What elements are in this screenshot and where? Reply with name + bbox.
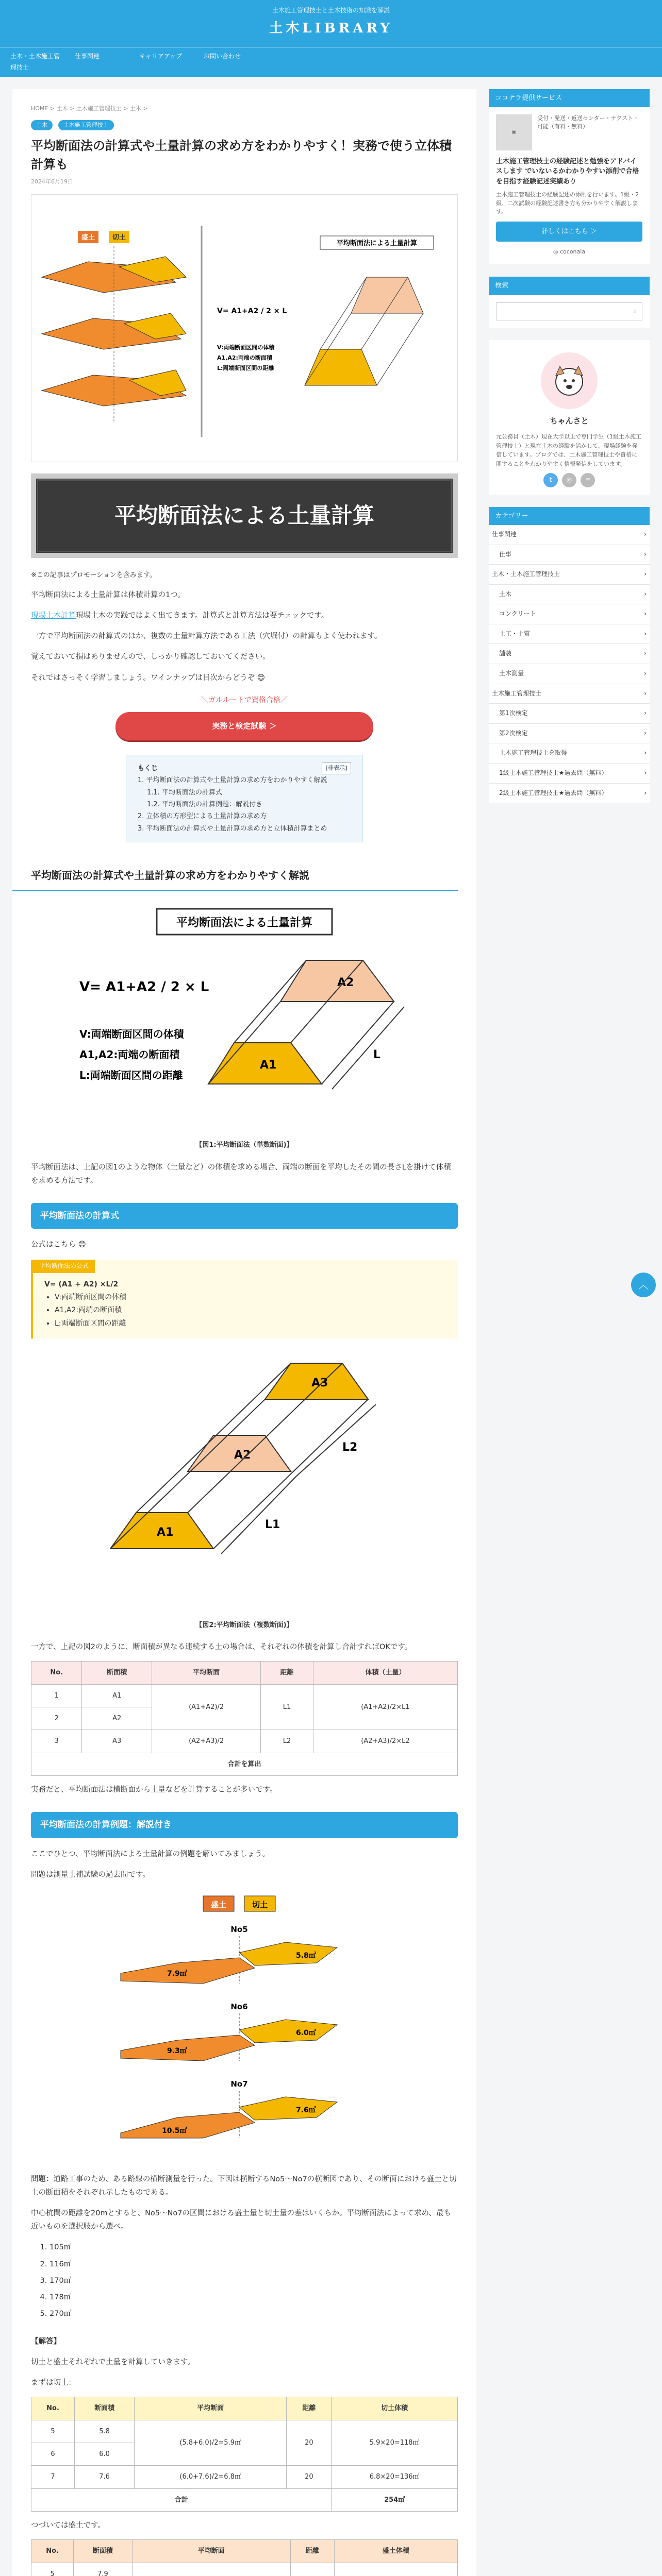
category-item[interactable]: 土木・土木施工管理技士 › xyxy=(489,565,650,585)
label-l2: L2 xyxy=(342,1440,358,1454)
category-item[interactable]: 土木施工管理技士を取得 › xyxy=(489,743,650,764)
figure-caption: 【図1:平均断面法（単数断面)】 xyxy=(195,1141,293,1149)
problem-text: 問題：道路工事のため、ある路線の横断測量を行った。下図は横断するNo5〜No7の横断図であり、その断面における盛土と切土の断面積をそれぞれ示したものである。 xyxy=(31,2175,457,2197)
profile-widget xyxy=(489,340,650,494)
toc-toggle-button[interactable]: [非表示] xyxy=(322,762,351,774)
twitter-icon[interactable]: t xyxy=(543,473,558,487)
toc-item[interactable]: 2. 立体積の方形型による土量計算の求め方 xyxy=(138,812,267,821)
choice-item: 4. 178㎥ xyxy=(49,2291,458,2304)
sidebar xyxy=(489,89,650,2576)
station-label: No7 xyxy=(230,2079,248,2089)
category-tags xyxy=(31,117,458,131)
answer-heading: 【解答】 xyxy=(31,2337,61,2346)
intro-text: 現場土木計算現場土木の実践ではよく出てきます。計算式と計算方法は要チェックです。 xyxy=(31,612,329,620)
ad-thumbnail[interactable]: ▣ xyxy=(496,114,532,150)
toc-item[interactable]: 1.1. 平均断面法の計算式 xyxy=(147,788,222,796)
label-l1: L1 xyxy=(265,1518,280,1531)
label-a3: A3 xyxy=(311,1376,328,1389)
article xyxy=(12,89,476,2576)
intro-text: 一方で平均断面法の計算式のほか、複数の土量計算方法である工法（穴堀付）の計算もよく使われます。 xyxy=(31,632,382,641)
eyecatch-image xyxy=(31,194,458,462)
global-nav xyxy=(0,47,662,76)
memo-item: • L:両端断面区間の距離 xyxy=(55,1317,446,1330)
chevron-right-icon: › xyxy=(644,709,647,717)
chevron-right-icon: › xyxy=(644,530,647,538)
category-item[interactable]: 土木測量 › xyxy=(489,664,650,684)
category-item[interactable]: 仕事 › xyxy=(489,545,650,565)
ad-description: 土木施工管理技士の経験記述の添削を行います。1級・2級、二次試験の経験記述書き方も分かりやすく解説します。 xyxy=(496,191,639,215)
body-text: 一方で、上記の図2のように、断面積が異なる連続する土の場合は、それぞれの体積を計算し合計すればOKです。 xyxy=(31,1643,412,1652)
chevron-right-icon: › xyxy=(644,550,647,558)
nav-item-work[interactable]: 仕事関連 xyxy=(75,53,100,60)
body-text: 問題は測量士補試験の過去問です。 xyxy=(31,1870,150,1879)
figure-2 xyxy=(31,1348,458,1610)
chevron-right-icon: › xyxy=(644,570,647,578)
cut-volume-table: No. 断面積 平均断面 距離 切土体積 5 5.8 (5.8+6.0)/2=5.9㎡ 20 5.9×20=118㎥ 6 6.0 7 7.6 (6.0+7.6)/2=6.8㎡ 20 6.8×20=136㎥ 合計 254㎥ xyxy=(31,2397,458,2512)
single-section-diagram xyxy=(64,904,425,1125)
label-a2: A2 xyxy=(337,976,354,990)
cut-area: 7.6㎡ xyxy=(296,2106,316,2115)
nav-item-career[interactable]: キャリアアップ xyxy=(139,53,183,60)
chevron-right-icon: › xyxy=(644,650,647,657)
section-heading: 平均断面法の計算式や土量計算の求め方をわかりやすく解説 xyxy=(31,863,458,891)
fig1-box-title: 平均断面法による土量計算 xyxy=(176,917,313,930)
body-text: ここでひとつ、平均断面法による土量計算の例題を解いてみましょう。 xyxy=(31,1850,270,1858)
category-tag[interactable]: 土木 xyxy=(31,120,53,130)
ad-title[interactable]: 土木施工管理技士の経験記述と勉強をアドバイスします でいないるかわかりやすい添削で合格を目指す経験記述実績あり xyxy=(496,157,639,185)
eyecatch-cut-label: 切土 xyxy=(112,234,126,242)
page-title: 平均断面法の計算式や土量計算の求め方をわかりやすく！実務で使う立体積計算も xyxy=(31,139,452,172)
cut-area: 6.0㎡ xyxy=(296,2029,316,2038)
eyecatch-fill-label: 盛土 xyxy=(81,234,95,242)
fill-volume-table: No. 断面積 平均断面 距離 盛土体積 5 7.9 xyxy=(31,2539,458,2576)
chevron-right-icon: › xyxy=(644,689,647,697)
table-header: 距離 xyxy=(261,1662,313,1684)
choice-item: 2. 116㎥ xyxy=(49,2258,458,2271)
chevron-right-icon: › xyxy=(644,749,647,757)
fill-area: 7.9㎡ xyxy=(167,1970,187,1978)
category-item[interactable]: 土木施工管理技士 › xyxy=(489,684,650,704)
table-row: 2 A2 xyxy=(31,1707,458,1730)
ad-detail-button[interactable]: 詳しくはこちら ＞ xyxy=(496,222,642,242)
subsection-heading: 平均断面法の計算例題：解説付き xyxy=(31,1812,458,1838)
chevron-right-icon: › xyxy=(644,610,647,618)
table-row: 3 A3 (A2+A3)/2 L2 (A2+A3)/2×L2 xyxy=(31,1730,458,1753)
site-header xyxy=(0,0,662,77)
formula-memo-box xyxy=(31,1260,458,1338)
label-a1: A1 xyxy=(260,1059,277,1072)
toc-title: もくじ xyxy=(138,764,158,772)
body-text: 切土と盛土それぞれで土量を計算していきます。 xyxy=(31,2358,195,2367)
breadcrumb[interactable]: HOME > 土木 > 土木施工管理技士 > 土木 > xyxy=(31,105,148,112)
nav-item-civil[interactable]: 土木・土木施工管理技士 xyxy=(10,53,60,71)
search-widget xyxy=(489,277,650,328)
body-text: 公式はこちら 😊 xyxy=(31,1241,86,1249)
body-text: 実務だと、平均断面法は横断面から土量などを計算することが多いです。 xyxy=(31,1786,277,1794)
promo-text: ＼ガルルートで資格合格／ xyxy=(201,696,288,704)
post-date: 2024年6月19日 xyxy=(31,178,73,185)
volume-table xyxy=(31,1661,458,1776)
pr-note: ※この記事はプロモーションを含みます。 xyxy=(31,571,156,579)
category-item[interactable]: 第1次検定 › xyxy=(489,704,650,724)
site-tagline: 土木施工管理技士と土木技術の知識を解説 xyxy=(272,7,390,14)
station-label: No6 xyxy=(230,2002,248,2012)
intro-text: 平均断面法による土量計算は体積計算の1つ。 xyxy=(31,591,185,600)
site-logo[interactable]: 土木LIBRARY xyxy=(269,20,393,36)
choice-item: 3. 170㎥ xyxy=(49,2274,458,2287)
table-row: 1 A1 (A1+A2)/2 L1 (A1+A2)/2×L1 xyxy=(31,1684,458,1707)
chevron-up-icon: ︿ xyxy=(638,1279,649,1291)
fill-area: 10.5㎡ xyxy=(162,2127,187,2136)
avatar xyxy=(541,352,598,409)
fill-area: 9.3㎡ xyxy=(167,2047,187,2056)
cta-button[interactable]: 実務と検定試験 ＞ xyxy=(115,712,373,740)
figure-3 xyxy=(31,1891,458,2163)
back-to-top-button[interactable] xyxy=(631,1273,656,1297)
station-label: No5 xyxy=(230,1925,248,1935)
category-item[interactable]: 仕事関連 › xyxy=(489,525,650,545)
cross-section-diagram xyxy=(100,1891,389,2159)
eyecatch-formula: V= A1+A2 / 2 × L xyxy=(217,307,287,316)
eyecatch-l-desc: L:両端断面区間の距離 xyxy=(217,365,274,372)
choice-list xyxy=(31,2241,458,2320)
label-l: L xyxy=(373,1048,381,1062)
search-input[interactable] xyxy=(496,302,642,321)
fig3-fill-label: 盛土 xyxy=(210,1900,227,1910)
eyecatch-box-title: 平均断面法による土量計算 xyxy=(336,240,418,248)
instagram-icon[interactable]: ◎ xyxy=(562,473,576,487)
category-item[interactable]: 2級土木施工管理技士★過去問（無料） › xyxy=(489,784,650,804)
widget-title: ココナラ提供サービス xyxy=(489,89,650,107)
search-icon[interactable]: ⌕ xyxy=(633,307,637,315)
eyecatch-illustration xyxy=(31,195,457,462)
chevron-right-icon: › xyxy=(644,670,647,677)
category-item[interactable]: コンクリート › xyxy=(489,604,650,624)
body-text: つづいては盛土です。 xyxy=(31,2521,105,2530)
fig1-v-desc: V:両端断面区間の体積 xyxy=(79,1028,184,1041)
fig1-formula: V= A1+A2 / 2 × L xyxy=(79,979,209,995)
ad-widget xyxy=(489,89,650,265)
problem-text: 中心杭間の距離を20mとすると、No5〜No7の区間における盛土量と切土量の差はいくらか。平均断面法によって求め、最も近いものを選択肢から選べ。 xyxy=(31,2209,451,2231)
coconala-logo[interactable]: ◎ coconala xyxy=(553,248,586,256)
table-row: 5 7.9 xyxy=(31,2563,458,2576)
chevron-right-icon: › xyxy=(644,590,647,598)
table-header: No. xyxy=(31,1662,82,1684)
chevron-right-icon: › xyxy=(644,769,647,777)
table-row: 合計を算出 xyxy=(31,1753,458,1775)
memo-head: 平均断面法の公式 xyxy=(33,1260,95,1273)
chevron-right-icon: › xyxy=(644,630,647,637)
choice-item: 5. 270㎥ xyxy=(49,2307,458,2320)
table-row: 5 5.8 (5.8+6.0)/2=5.9㎡ 20 5.9×20=118㎥ xyxy=(31,2420,458,2443)
category-item[interactable]: 第2次検定 › xyxy=(489,724,650,744)
feed-icon[interactable]: ≡ xyxy=(581,473,595,487)
multi-section-diagram xyxy=(90,1348,399,1605)
intro-text: それではさっそく学習しましょう。ワインナップは目次からどうぞ 😊 xyxy=(31,673,265,682)
widget-title: 検索 xyxy=(489,277,650,295)
memo-item: • V:両端断面区間の体積 xyxy=(55,1291,446,1304)
table-header: 断面積 xyxy=(82,1662,152,1684)
memo-item: • A1,A2:両端の断面積 xyxy=(55,1304,446,1317)
profile-name: ちゃんさと xyxy=(550,416,589,426)
category-widget xyxy=(489,507,650,804)
memo-formula: V= (A1 + A2) ×L/2 xyxy=(44,1280,119,1289)
table-row: 6 6.0 xyxy=(31,2443,458,2465)
dog-character-icon xyxy=(549,360,590,401)
profile-description: 元公務員（土木）現在大学以上で専門学生（1級土木施工管理技士）と現在土木の経験を活かして、現場経験を発信しています。ブログでは、土木施工管理技士や資格に関することをわかりやすく情報発信をしています。 xyxy=(496,433,641,467)
table-header: 平均断面 xyxy=(152,1662,261,1684)
body-text: まずは切土： xyxy=(31,2379,76,2387)
toc-item[interactable]: 3. 平均断面法の計算式や土量計算の求め方と立体積計算まとめ xyxy=(138,824,327,833)
chevron-right-icon: › xyxy=(644,789,647,796)
cut-area: 5.8㎡ xyxy=(296,1952,316,1960)
table-header: 体積（土量） xyxy=(313,1662,457,1684)
category-item[interactable]: 1級土木施工管理技士★過去問（無料） › xyxy=(489,764,650,784)
table-row: 合計 254㎥ xyxy=(31,2488,458,2511)
category-list xyxy=(489,525,650,803)
subsection-heading: 平均断面法の計算式 xyxy=(31,1203,458,1229)
ad-small-text: 受付・発送・返送センター・テクスト・可能（有料・無料） xyxy=(537,114,639,130)
choice-item: 1. 105㎥ xyxy=(49,2241,458,2254)
toc-item[interactable]: 1. 平均断面法の計算式や土量計算の求め方をわかりやすく解説 xyxy=(138,776,327,785)
inline-link[interactable]: 現場土木計算 xyxy=(31,612,76,620)
label-a2: A2 xyxy=(234,1448,251,1462)
category-tag[interactable]: 土木施工管理技士 xyxy=(58,120,114,130)
fig1-l-desc: L:両端断面区間の距離 xyxy=(79,1069,183,1082)
toc-item[interactable]: 1.2. 平均断面法の計算例題：解説付き xyxy=(147,800,262,808)
category-item[interactable]: 舗装 › xyxy=(489,644,650,664)
top-bar xyxy=(0,0,662,47)
widget-title: カテゴリー xyxy=(489,507,650,525)
nav-item-contact[interactable]: お問い合わせ xyxy=(204,53,241,60)
intro-text: 覚えておいて損はありませんので、しっかり確認しておいてください。 xyxy=(31,653,270,662)
label-a1: A1 xyxy=(157,1526,174,1539)
eyecatch-v-desc: V:両端断面区間の体積 xyxy=(217,344,275,351)
social-links xyxy=(496,473,642,487)
eyecatch-a-desc: A1,A2:両端の断面積 xyxy=(217,354,272,362)
body-text: 平均断面法は、上記の図1のような物体（土量など）の体積を求める場合、両端の断面を平均したその間の長さLを掛けて体積を求める方法です。 xyxy=(31,1163,451,1185)
chevron-right-icon: › xyxy=(644,729,647,737)
fig1-a-desc: A1,A2:両端の断面積 xyxy=(79,1048,180,1061)
figure-1 xyxy=(31,904,458,1130)
category-item[interactable]: 土工・土質 › xyxy=(489,624,650,645)
banner-title: 平均断面法による土量計算 xyxy=(31,473,458,558)
table-row: 7 7.6 (6.0+7.6)/2=6.8㎡ 20 6.8×20=136㎥ xyxy=(31,2466,458,2488)
category-item[interactable]: 土木 › xyxy=(489,585,650,605)
fig3-cut-label: 切土 xyxy=(252,1900,268,1910)
table-of-contents xyxy=(126,755,363,842)
figure-caption: 【図2:平均断面法（複数断面)】 xyxy=(195,1621,293,1629)
